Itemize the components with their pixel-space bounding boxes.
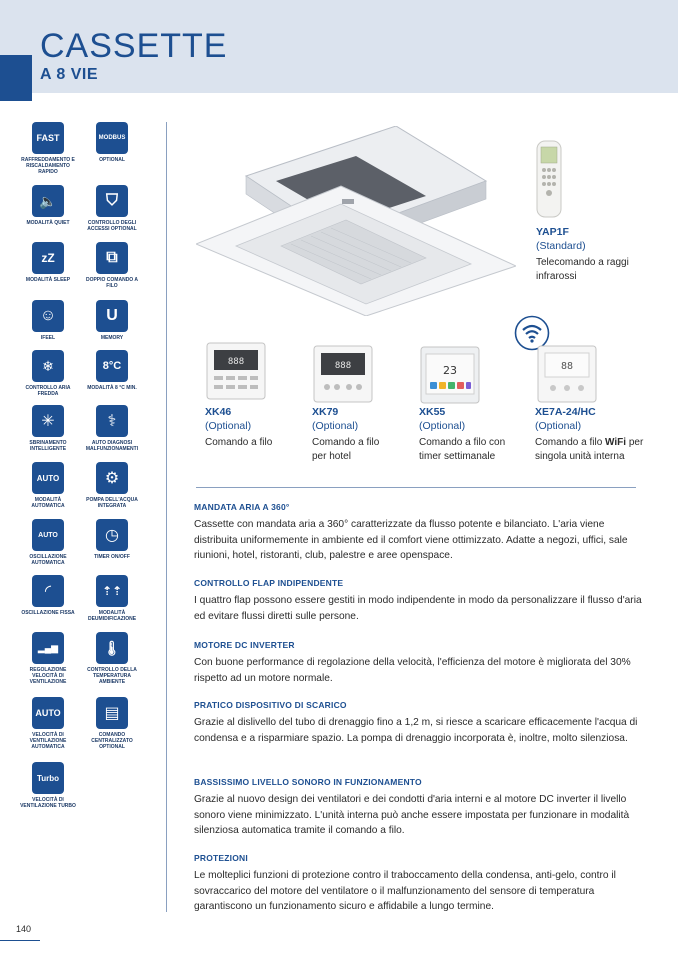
controller-caption-xk46: XK46 (Optional) Comando a filo bbox=[205, 406, 273, 448]
feature-pump: ⚙ POMPA DELL'ACQUA INTEGRATA bbox=[82, 462, 142, 509]
8c-icon: 8°C bbox=[96, 350, 128, 382]
section-360-air bbox=[194, 502, 644, 564]
controller-caption-xk55: XK55 (Optional) Comando a filo con timer settimanale bbox=[419, 406, 506, 462]
section-drain bbox=[194, 700, 644, 746]
section-separator bbox=[196, 487, 636, 488]
thermometer-icon: 🌡 bbox=[96, 632, 128, 664]
diagnosis-icon: ⚕ bbox=[96, 405, 128, 437]
feature-dual-control: ⧉ DOPPIO COMANDO A FILO bbox=[82, 242, 142, 289]
dehumidify-icon: ⇡⇡ bbox=[96, 575, 128, 607]
feature-dehumidify: ⇡⇡ MODALITÀ DEUMIDIFICAZIONE bbox=[82, 575, 142, 622]
memory-icon: U bbox=[96, 300, 128, 332]
modbus-icon: MODBUS bbox=[96, 122, 128, 154]
feature-memory: U MEMORY bbox=[82, 300, 142, 341]
ifeel-icon: ☺ bbox=[32, 300, 64, 332]
section-text: Cassette con mandata aria a 360° caratterizzate da flusso potente e bilanciato. L'aria viene distribuita uniformemente in ambiente ed il comfort viene ottimizzato. Adatte a negozi, uffici, sale riunioni, hotel, ristoranti, club, palestre e aree openspace. bbox=[194, 519, 628, 562]
feature-timer: ◷ TIMER ON/OFF bbox=[82, 519, 142, 560]
auto-swing-icon: AUTO bbox=[32, 519, 64, 551]
fast-icon: FAST bbox=[32, 122, 64, 154]
speaker-icon: 🔈 bbox=[32, 185, 64, 217]
controller-screen-xk55: 23 bbox=[443, 364, 457, 377]
fixed-swing-icon: ◜ bbox=[32, 575, 64, 607]
pump-icon: ⚙ bbox=[96, 462, 128, 494]
defrost-icon: ✳ bbox=[32, 405, 64, 437]
page-subtitle: A 8 VIE bbox=[40, 66, 99, 83]
section-heading: CONTROLLO FLAP INDIPENDENTE bbox=[194, 578, 344, 588]
feature-temperature: 🌡 CONTROLLO DELLA TEMPERATURA AMBIENTE bbox=[82, 632, 142, 685]
controller-screen-xe7a: 88 bbox=[560, 361, 574, 372]
section-text: Le molteplici funzioni di protezione contro il traboccamento della condensa, anti-gelo, contro il sovraccarico del motore del ventilatore o il malfunzionamento del sensore di temperatura garantiscono un funzionamento sicuro e affidabile a lungo termine. bbox=[194, 870, 616, 913]
feature-cold-air: ❄ CONTROLLO ARIA FREDDA bbox=[18, 350, 78, 397]
feature-auto-mode: AUTO MODALITÀ AUTOMATICA bbox=[18, 462, 78, 509]
remote-caption: YAP1F (Standard) Telecomando a raggi infrarossi bbox=[536, 226, 629, 282]
section-heading: MOTORE DC INVERTER bbox=[194, 640, 295, 650]
dual-control-icon: ⧉ bbox=[96, 242, 128, 274]
cassette-unit-image bbox=[196, 126, 516, 316]
section-heading: PROTEZIONI bbox=[194, 853, 248, 863]
feature-diagnosis: ⚕ AUTO DIAGNOSI MALFUNZIONAMENTI bbox=[82, 405, 142, 452]
page-number: 140 bbox=[16, 924, 32, 934]
feature-fast: FAST RAFFREDDAMENTO E RISCALDAMENTO RAPIDO bbox=[18, 122, 78, 175]
controller-image-xe7a bbox=[537, 345, 597, 403]
auto-fan-icon: AUTO bbox=[32, 697, 64, 729]
feature-8c: 8°C MODALITÀ 8 °C MIN. bbox=[82, 350, 142, 391]
section-text: Grazie al dislivello del tubo di drenaggio fino a 1,2 m, si riesce a scaricare efficacemente l'acqua di condensa e a risparmiare spazio. La pompa di drenaggio incorporata è, inoltre, molto silenziosa. bbox=[194, 717, 638, 744]
feature-ifeel: ☺ IFEEL bbox=[18, 300, 78, 341]
feature-fixed-swing: ◜ OSCILLAZIONE FISSA bbox=[18, 575, 78, 616]
auto-mode-icon: AUTO bbox=[32, 462, 64, 494]
page-number-rule bbox=[0, 940, 40, 941]
page-title: CASSETTE bbox=[40, 27, 228, 65]
controller-image-xk79 bbox=[313, 345, 373, 403]
controller-screen-xk46: 888 bbox=[227, 357, 245, 367]
section-low-noise bbox=[194, 777, 644, 839]
shield-icon: ⛉ bbox=[96, 185, 128, 217]
turbo-icon: Turbo bbox=[32, 762, 64, 794]
fan-speed-icon: ▂▄▆ bbox=[32, 632, 64, 664]
section-text: I quattro flap possono essere gestiti in modo indipendente in modo da personalizzare il flusso d'aria ed evitare flussi diretti sulle persone. bbox=[194, 595, 642, 622]
controller-screen-xk79: 888 bbox=[334, 361, 352, 371]
section-protections bbox=[194, 853, 644, 915]
feature-auto-fan: AUTO VELOCITÀ DI VENTILAZIONE AUTOMATICA bbox=[18, 697, 78, 750]
feature-modbus: MODBUS OPTIONAL bbox=[82, 122, 142, 163]
section-text: Con buone performance di regolazione della velocità, l'efficienza del motore è migliorata del 30% rispetto ad un motore normale. bbox=[194, 657, 631, 684]
sleep-icon: zZ bbox=[32, 242, 64, 274]
central-control-icon: ▤ bbox=[96, 697, 128, 729]
feature-central-control: ▤ COMANDO CENTRALIZZATO OPTIONAL bbox=[82, 697, 142, 750]
controller-image-xk46 bbox=[206, 342, 266, 400]
feature-auto-swing: AUTO OSCILLAZIONE AUTOMATICA bbox=[18, 519, 78, 566]
section-text: Grazie al nuovo design dei ventilatori e dei condotti d'aria interni e al motore DC inverter il livello sonoro viene minimizzato. L'unità interna può anche essere impostata per funzionare in modalità silenziosa automatica tramite il comando a filo. bbox=[194, 794, 630, 837]
section-heading: PRATICO DISPOSITIVO DI SCARICO bbox=[194, 700, 347, 710]
remote-control-image bbox=[536, 140, 562, 218]
column-divider bbox=[166, 122, 167, 912]
section-dc-inverter bbox=[194, 640, 644, 686]
controller-caption-xk79: XK79 (Optional) Comando a filo per hotel bbox=[312, 406, 380, 462]
feature-fan-speed: ▂▄▆ REGOLAZIONE VELOCITÀ DI VENTILAZIONE bbox=[18, 632, 78, 685]
feature-defrost: ✳ SBRINAMENTO INTELLIGENTE bbox=[18, 405, 78, 452]
timer-icon: ◷ bbox=[96, 519, 128, 551]
section-heading: MANDATA ARIA A 360° bbox=[194, 502, 290, 512]
controller-image-xk55 bbox=[420, 346, 480, 404]
controller-caption-xe7a: XE7A-24/HC (Optional) Comando a filo WiFi per singola unità interna bbox=[535, 406, 644, 462]
cold-air-icon: ❄ bbox=[32, 350, 64, 382]
section-flap-control bbox=[194, 578, 644, 624]
feature-turbo: Turbo VELOCITÀ DI VENTILAZIONE TURBO bbox=[18, 762, 78, 809]
feature-access-control: ⛉ CONTROLLO DEGLI ACCESSI OPTIONAL bbox=[82, 185, 142, 232]
header-accent-bar bbox=[0, 55, 32, 101]
feature-quiet: 🔈 MODALITÀ QUIET bbox=[18, 185, 78, 226]
feature-sleep: zZ MODALITÀ SLEEP bbox=[18, 242, 78, 283]
section-heading: BASSISSIMO LIVELLO SONORO IN FUNZIONAMENTO bbox=[194, 777, 422, 787]
